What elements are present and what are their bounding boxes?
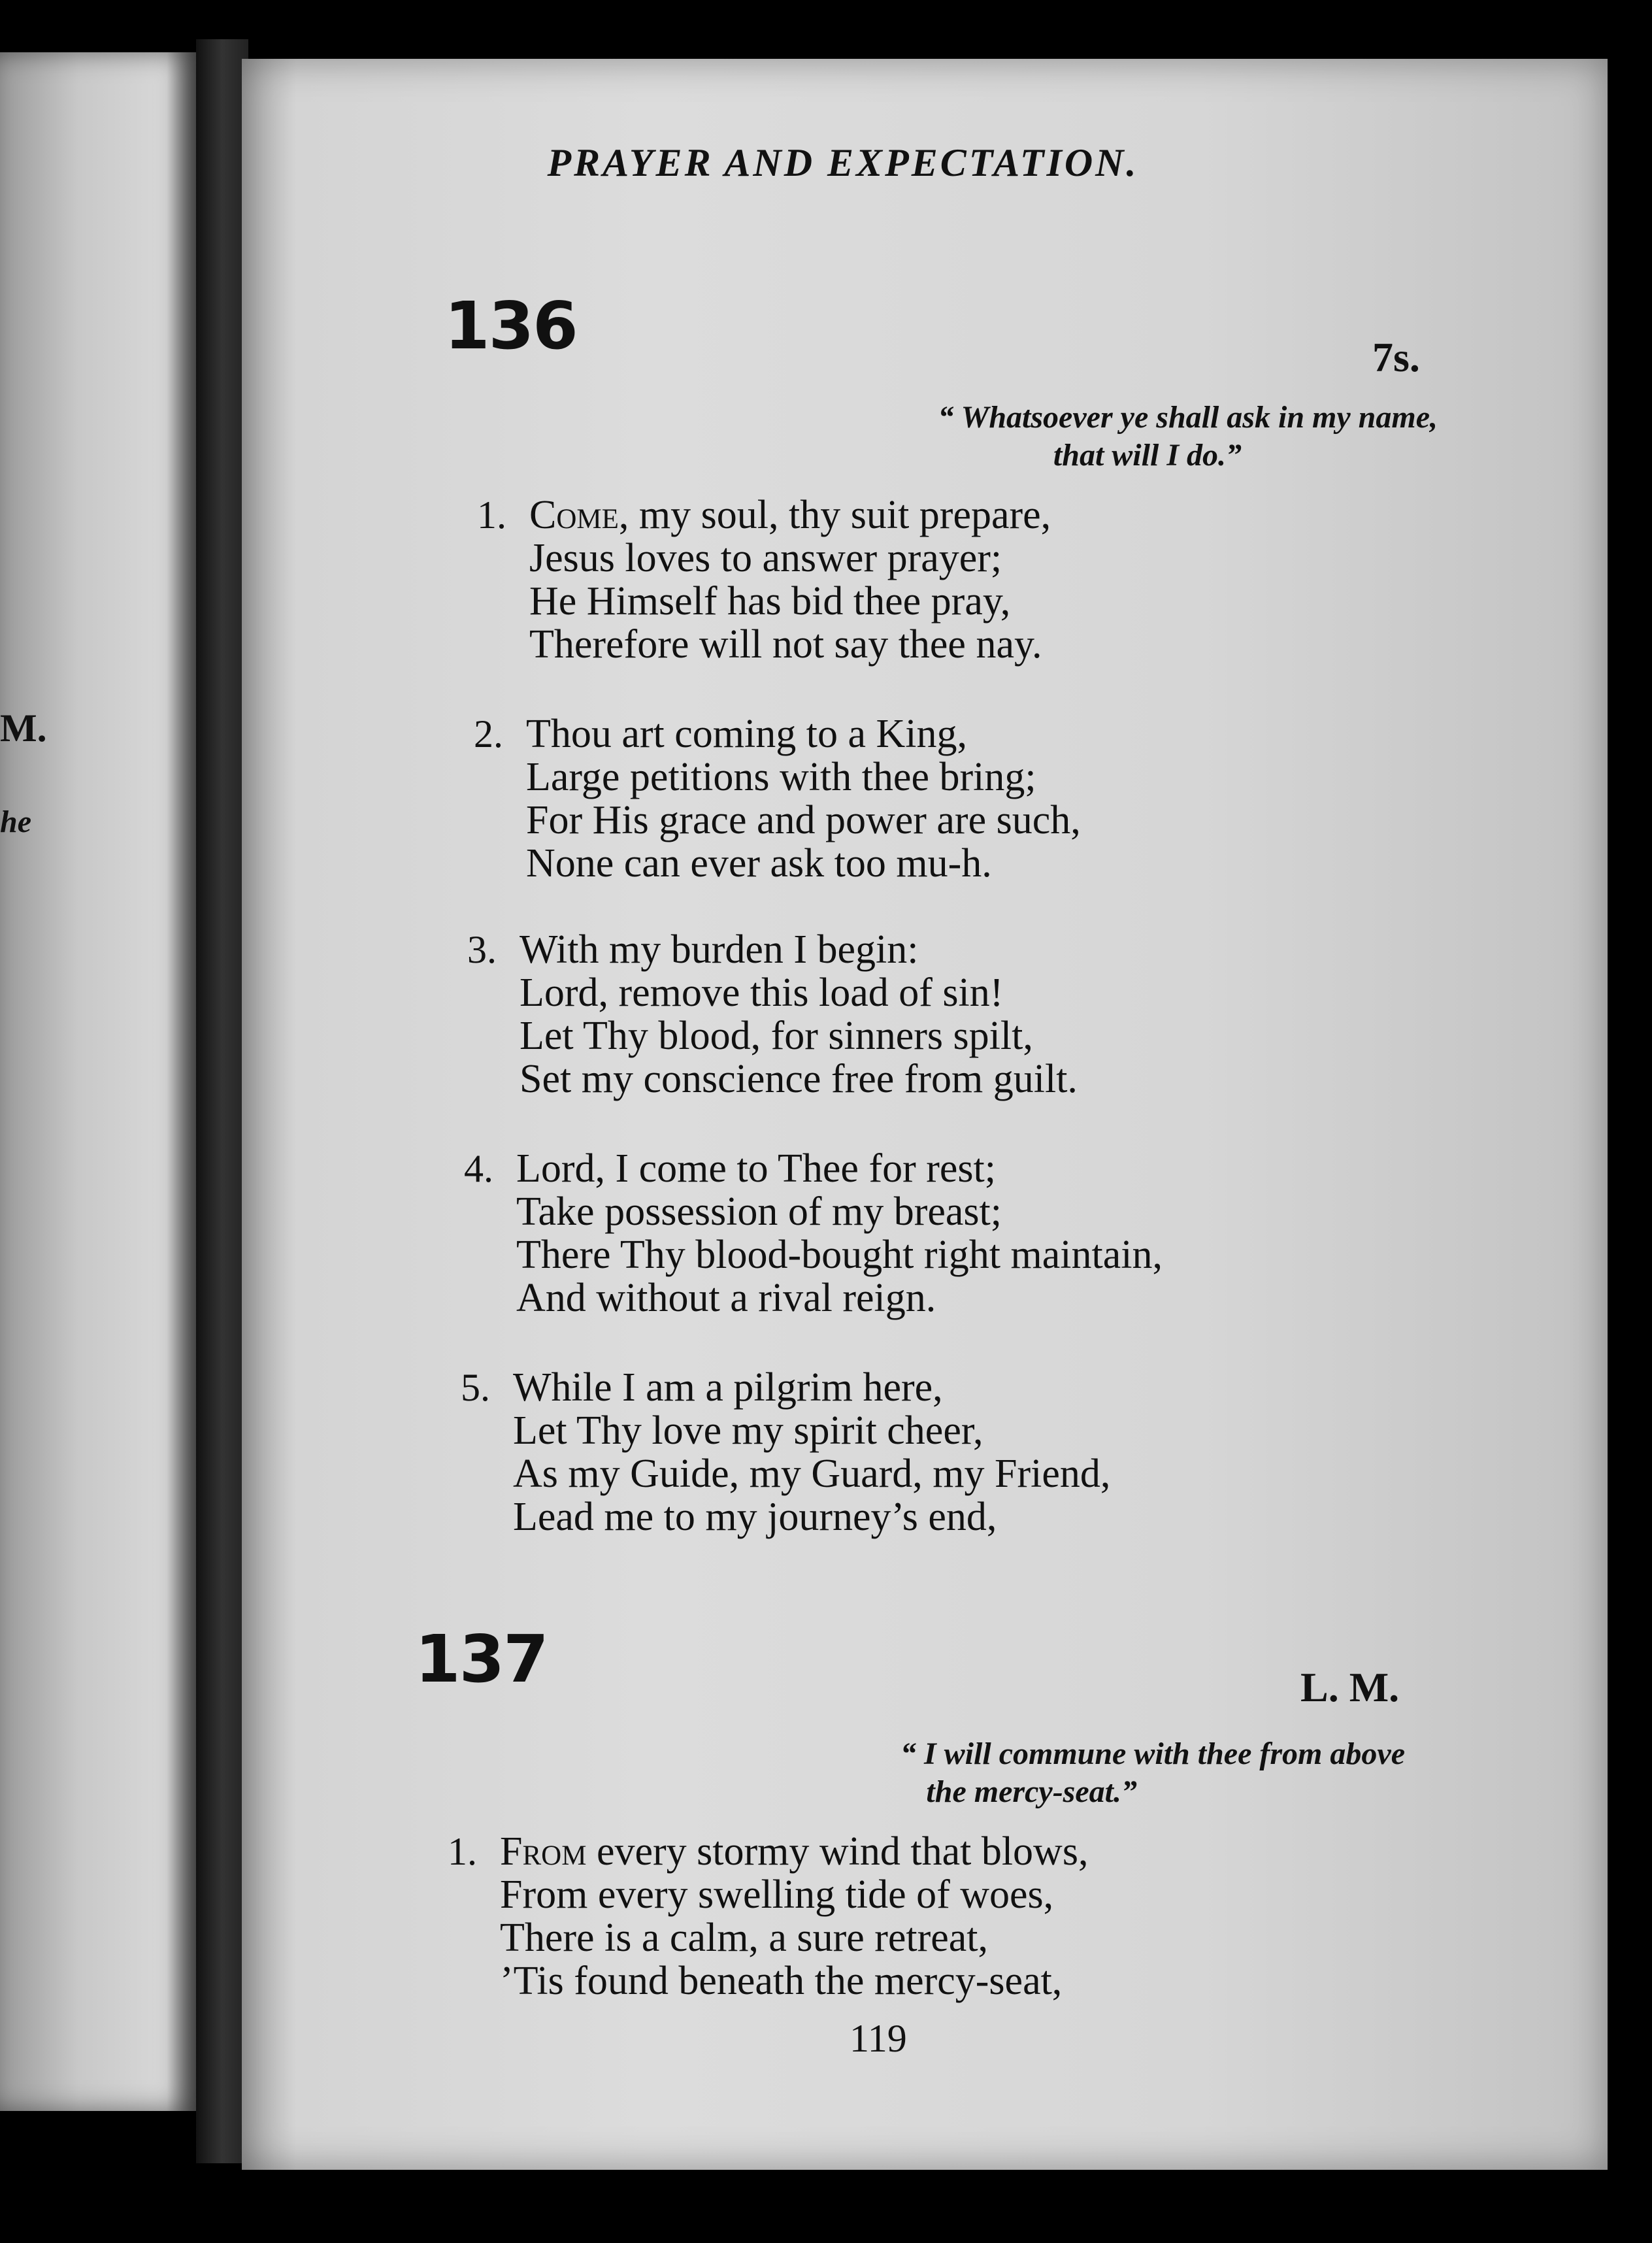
stanza-line: While I am a pilgrim here, bbox=[513, 1365, 943, 1410]
hymn-137-stanza-1 bbox=[448, 1829, 1089, 2003]
hymn-136-stanza-3 bbox=[467, 927, 1078, 1101]
stanza-lead-word: From bbox=[500, 1829, 587, 1874]
hymn-136-stanza-1 bbox=[477, 493, 1051, 667]
facing-page-edge bbox=[0, 52, 196, 2111]
hymn-136-stanza-4 bbox=[464, 1146, 1163, 1320]
stanza-line: Set my conscience free from guilt. bbox=[520, 1057, 1078, 1101]
stanza-lead-word: Come, bbox=[529, 493, 629, 537]
stanza-number: 1. bbox=[477, 493, 506, 537]
stanza-line: Lead me to my journey’s end, bbox=[513, 1495, 997, 1539]
stanza-line: And without a rival reign. bbox=[516, 1276, 936, 1320]
facing-page-fragment-meter: M. bbox=[0, 706, 47, 750]
hymn-136-epigraph bbox=[784, 399, 1438, 474]
hymn-number-136: 136 bbox=[444, 288, 577, 364]
stanza-line: He Himself has bid thee pray, bbox=[529, 579, 1011, 623]
stanza-number: 3. bbox=[467, 928, 497, 971]
running-head: PRAYER AND EXPECTATION. bbox=[547, 141, 1139, 184]
stanza-line: Lord, remove this load of sin! bbox=[520, 971, 1004, 1015]
stanza-line: Jesus loves to answer prayer; bbox=[529, 536, 1002, 580]
stanza-line: From every swelling tide of woes, bbox=[500, 1872, 1054, 1917]
stanza-line: As my Guide, my Guard, my Friend, bbox=[513, 1452, 1111, 1496]
hymn-136-meter: 7s. bbox=[1372, 334, 1420, 380]
stanza-line: There Thy blood-bought right maintain, bbox=[516, 1233, 1163, 1277]
hymn-number-137: 137 bbox=[415, 1621, 548, 1697]
epigraph-line: “ Whatsoever ye shall ask in my name, bbox=[938, 400, 1438, 435]
stanza-line: Take possession of my breast; bbox=[516, 1189, 1002, 1234]
epigraph-line: “ I will commune with thee from above bbox=[900, 1736, 1405, 1771]
epigraph-line: the mercy-seat.” bbox=[926, 1774, 1137, 1809]
stanza-number: 5. bbox=[461, 1366, 490, 1409]
hymn-136-stanza-2 bbox=[474, 712, 1081, 886]
book-gutter bbox=[196, 39, 248, 2163]
epigraph-line: that will I do.” bbox=[1053, 438, 1242, 473]
stanza-line: None can ever ask too mu-h. bbox=[526, 841, 992, 886]
hymn-137-epigraph bbox=[752, 1735, 1405, 1811]
stanza-line-rest: my soul, thy suit prepare, bbox=[629, 493, 1051, 537]
stanza-line bbox=[529, 493, 1051, 537]
stanza-line: There is a calm, a sure retreat, bbox=[500, 1916, 989, 1960]
stanza-line: Let Thy blood, for sinners spilt, bbox=[520, 1014, 1033, 1058]
hymn-136-stanza-5 bbox=[461, 1365, 1111, 1539]
stanza-line: Therefore will not say thee nay. bbox=[529, 622, 1042, 667]
stanza-number: 4. bbox=[464, 1147, 493, 1190]
stanza-line-rest: every stormy wind that blows, bbox=[586, 1829, 1089, 1874]
page-number: 119 bbox=[850, 2017, 907, 2060]
stanza-line: With my burden I begin: bbox=[520, 927, 919, 972]
hymn-137-meter: L. M. bbox=[1300, 1664, 1400, 1710]
stanza-line: Large petitions with thee bring; bbox=[526, 755, 1036, 799]
stanza-line: ’Tis found beneath the mercy-seat, bbox=[500, 1959, 1063, 2003]
stanza-line: Lord, I come to Thee for rest; bbox=[516, 1146, 996, 1191]
stanza-number: 1. bbox=[448, 1830, 477, 1873]
facing-page-fragment-word: he bbox=[0, 805, 31, 839]
stanza-line: Let Thy love my spirit cheer, bbox=[513, 1408, 983, 1453]
stanza-number: 2. bbox=[474, 712, 503, 756]
stanza-line: For His grace and power are such, bbox=[526, 798, 1081, 842]
stanza-line bbox=[500, 1830, 1088, 1873]
stanza-line: Thou art coming to a King, bbox=[526, 712, 967, 756]
